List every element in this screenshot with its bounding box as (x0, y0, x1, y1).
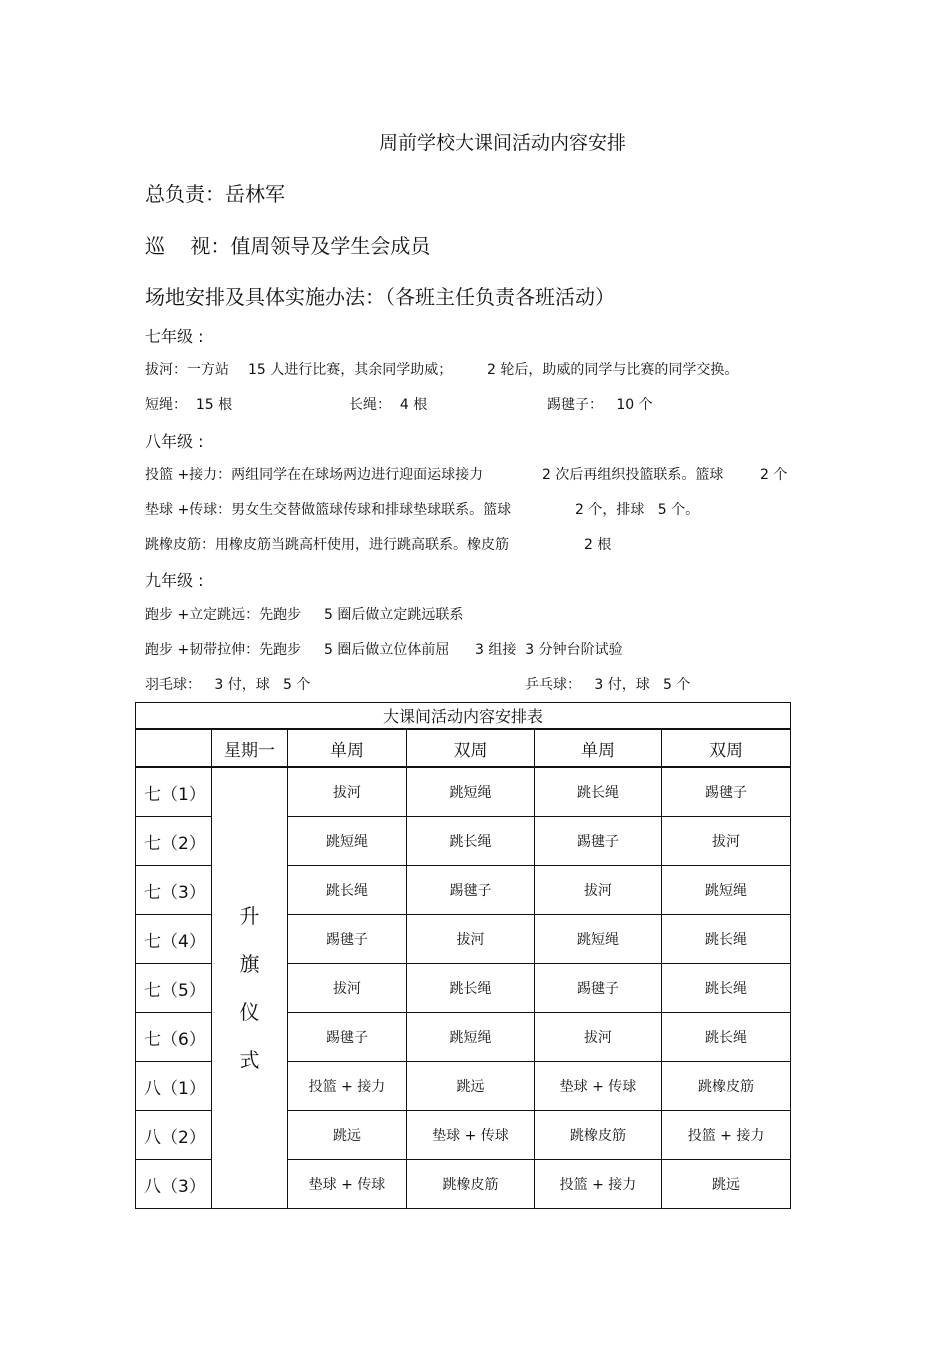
activity-cell: 垫球 + 传球 (407, 1111, 535, 1160)
activity-cell: 踢毽子 (288, 1013, 407, 1062)
grade8-line2-a: 垫球 +传球：男女生交替做篮球传球和排球垫球联系。篮球 (145, 502, 512, 518)
header-cell: 双周 (407, 729, 535, 767)
activity-cell: 踢毽子 (407, 866, 535, 915)
table-header-row (136, 729, 791, 767)
activity-cell: 跳长绳 (662, 1013, 791, 1062)
grade7-line1-c: 2 轮后，助威的同学与比赛的同学交换。 (487, 362, 739, 378)
grade8-line1-c: 2 个 (760, 467, 788, 483)
activity-cell: 拔河 (407, 915, 535, 964)
activity-cell: 跳橡皮筋 (407, 1160, 535, 1209)
patrol-value: 值周领导及学生会成员 (230, 234, 431, 258)
activity-cell: 跳短绳 (535, 915, 662, 964)
activity-cell: 跳长绳 (407, 817, 535, 866)
header-cell: 双周 (662, 729, 791, 767)
monday-char: 旗 (239, 952, 260, 976)
monday-flag-ceremony-cell (212, 767, 288, 1209)
monday-char: 仪 (239, 1000, 260, 1024)
class-name-cell: 七（4） (136, 915, 212, 964)
patrol-label: 巡 视： (145, 234, 231, 258)
activity-cell: 拔河 (535, 1013, 662, 1062)
activity-cell: 跳长绳 (662, 964, 791, 1013)
grade9-heading: 九年级 : (145, 571, 204, 590)
grade9-line2-b: 5 圈后做立位体前屈 (324, 642, 450, 658)
activity-cell: 跳短绳 (407, 767, 535, 817)
activity-cell: 跳长绳 (535, 767, 662, 817)
activity-cell: 拔河 (288, 964, 407, 1013)
grade8-line1-a: 投篮 +接力：两组同学在在球场两边进行迎面运球接力 (145, 467, 484, 483)
activity-cell: 垫球 + 传球 (535, 1062, 662, 1111)
activity-cell: 跳短绳 (662, 866, 791, 915)
grade8-heading: 八年级 : (145, 432, 204, 451)
activity-cell: 拔河 (535, 866, 662, 915)
grade7-line1-a: 拔河：一方站 (145, 362, 229, 378)
activity-cell: 踢毽子 (662, 767, 791, 817)
grade9-line1-a: 跑步 +立定跳远：先跑步 (145, 607, 302, 623)
class-name-cell: 八（1） (136, 1062, 212, 1111)
monday-char: 升 (239, 904, 260, 928)
class-name-cell: 七（3） (136, 866, 212, 915)
grade7-line1-b: 15 人进行比赛，其余同学助威； (248, 362, 453, 378)
lead-line: 总负责：岳林军 (145, 182, 285, 206)
header-cell (136, 729, 212, 767)
grade8-line3-a: 跳橡皮筋：用橡皮筋当跳高杆使用，进行跳高联系。橡皮筋 (145, 537, 509, 553)
class-name-cell: 七（5） (136, 964, 212, 1013)
schedule-table (135, 702, 791, 1209)
activity-cell: 跳远 (288, 1111, 407, 1160)
grade9-line1-b: 5 圈后做立定跳远联系 (324, 607, 464, 623)
activity-cell: 投篮 + 接力 (288, 1062, 407, 1111)
document-title: 周前学校大课间活动内容安排 (378, 132, 626, 154)
header-cell: 单周 (535, 729, 662, 767)
activity-cell: 拔河 (662, 817, 791, 866)
grade7-line2-c: 踢毽子： 10 个 (547, 397, 653, 413)
activity-cell: 跳远 (407, 1062, 535, 1111)
activity-cell: 垫球 + 传球 (288, 1160, 407, 1209)
grade9-line3-a: 羽毛球： 3 付，球 5 个 (145, 677, 311, 693)
class-name-cell: 七（2） (136, 817, 212, 866)
grade8-line3-b: 2 根 (584, 537, 612, 553)
activity-cell: 跳长绳 (662, 915, 791, 964)
grade8-line2-b: 2 个，排球 5 个。 (575, 502, 700, 518)
activity-cell: 投篮 + 接力 (535, 1160, 662, 1209)
class-name-cell: 七（6） (136, 1013, 212, 1062)
activity-cell: 跳远 (662, 1160, 791, 1209)
table-caption: 大课间活动内容安排表 (136, 703, 791, 730)
activity-cell: 跳短绳 (288, 817, 407, 866)
activity-cell: 跳长绳 (407, 964, 535, 1013)
activity-cell: 踢毽子 (288, 915, 407, 964)
activity-cell: 拔河 (288, 767, 407, 817)
arrangement-heading: 场地安排及具体实施办法：（各班主任负责各班活动） (145, 285, 615, 309)
activity-cell: 跳橡皮筋 (535, 1111, 662, 1160)
activity-cell: 投篮 + 接力 (662, 1111, 791, 1160)
monday-char: 式 (239, 1048, 260, 1072)
grade8-line1-b: 2 次后再组织投篮联系。篮球 (542, 467, 724, 483)
grade7-line2-a: 短绳： 15 根 (145, 397, 233, 413)
grade7-heading: 七年级 : (145, 327, 204, 346)
grade9-line2-a: 跑步 +韧带拉伸：先跑步 (145, 642, 302, 658)
table-row (136, 767, 791, 817)
activity-cell: 踢毽子 (535, 964, 662, 1013)
header-cell: 星期一 (212, 729, 288, 767)
activity-cell: 跳短绳 (407, 1013, 535, 1062)
class-name-cell: 八（3） (136, 1160, 212, 1209)
activity-cell: 跳长绳 (288, 866, 407, 915)
grade9-line3-b: 乒乓球： 3 付，球 5 个 (525, 677, 691, 693)
class-name-cell: 七（1） (136, 767, 212, 817)
header-cell: 单周 (288, 729, 407, 767)
activity-cell: 踢毽子 (535, 817, 662, 866)
activity-cell: 跳橡皮筋 (662, 1062, 791, 1111)
patrol-line (145, 230, 430, 259)
grade7-line2-b: 长绳： 4 根 (349, 397, 428, 413)
grade9-line2-c: 3 组接 3 分钟台阶试验 (475, 642, 623, 658)
class-name-cell: 八（2） (136, 1111, 212, 1160)
